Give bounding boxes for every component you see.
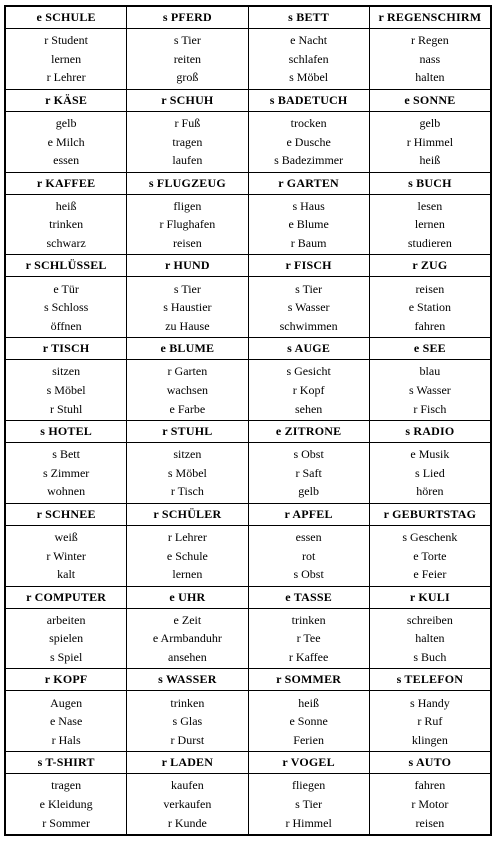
card-title-row xyxy=(6,338,490,360)
card-title: r REGENSCHIRM xyxy=(369,7,490,28)
card-title-row xyxy=(6,255,490,277)
card-word: lernen xyxy=(51,51,82,66)
card-word: halten xyxy=(415,70,445,85)
card-word: s Möbel xyxy=(46,383,86,398)
card-word: s Obst xyxy=(293,567,324,582)
card-word: e Blume xyxy=(288,217,329,232)
card-word: r Hals xyxy=(51,732,81,747)
card-word-list xyxy=(126,360,247,420)
card-words-row xyxy=(6,112,490,172)
card-word: nass xyxy=(419,51,441,66)
card-word: r Winter xyxy=(46,548,86,563)
card-band xyxy=(6,668,490,751)
card-word: r Ruf xyxy=(417,714,443,729)
card-word: spielen xyxy=(49,631,84,646)
card-word: ansehen xyxy=(168,650,207,665)
card-word: tragen xyxy=(51,778,82,793)
card-word: s Haustier xyxy=(163,300,212,315)
card-band xyxy=(6,751,490,834)
card-word-list xyxy=(369,112,490,172)
card-word: kaufen xyxy=(171,778,204,793)
card-word: s Schloss xyxy=(43,300,89,315)
card-word: e Nase xyxy=(49,714,83,729)
card-word: r Tisch xyxy=(170,484,204,499)
card-word-list xyxy=(248,195,369,255)
card-word-list xyxy=(369,609,490,669)
card-word-list xyxy=(126,443,247,503)
card-word-list xyxy=(126,29,247,89)
card-title: r KÄSE xyxy=(45,92,88,107)
card-word-list xyxy=(369,443,490,503)
card-band xyxy=(6,89,490,172)
card-word: r Motor xyxy=(411,797,449,812)
card-word: e Armbanduhr xyxy=(152,631,222,646)
card-title: r COMPUTER xyxy=(26,589,107,604)
card-title: r KOPF xyxy=(44,672,88,687)
card-word: heiß xyxy=(55,198,77,213)
card-word: r Kunde xyxy=(167,815,207,830)
card-title: s BADETUCH xyxy=(248,90,369,111)
card-title-row xyxy=(6,587,490,609)
card-title: r GEBURTSTAG xyxy=(369,504,490,525)
card-word: s Geschenk xyxy=(402,530,458,545)
card-word: lernen xyxy=(172,567,203,582)
card-word: schwarz xyxy=(46,236,86,251)
card-title-row xyxy=(6,421,490,443)
card-word: fligen xyxy=(173,198,202,213)
card-word: r Tee xyxy=(296,631,321,646)
card-word: r Fuß xyxy=(174,116,201,131)
card-word-list xyxy=(6,195,126,255)
card-title-row xyxy=(6,752,490,774)
card-title: r APFEL xyxy=(248,504,369,525)
card-word: lesen xyxy=(417,198,443,213)
card-title: r SCHLÜSSEL xyxy=(25,258,107,273)
card-word: e Musik xyxy=(410,447,450,462)
card-words-row xyxy=(6,195,490,255)
card-word: reiten xyxy=(173,51,202,66)
card-word: r Lehrer xyxy=(167,530,207,545)
card-word-list xyxy=(6,277,126,337)
card-word: blau xyxy=(419,364,441,379)
card-word-list xyxy=(248,526,369,586)
card-word-list xyxy=(248,443,369,503)
card-word: s Möbel xyxy=(167,465,207,480)
card-word: lernen xyxy=(414,217,445,232)
card-words-row xyxy=(6,691,490,751)
card-title: s AUGE xyxy=(248,338,369,359)
card-word: s Wasser xyxy=(408,383,451,398)
card-word: fliegen xyxy=(291,778,326,793)
card-word-list xyxy=(369,360,490,420)
card-title: e UHR xyxy=(126,587,247,608)
card-word-list xyxy=(248,609,369,669)
card-word-list xyxy=(248,774,369,834)
card-band xyxy=(6,254,490,337)
card-words-row xyxy=(6,360,490,420)
card-word: trinken xyxy=(49,217,84,232)
card-word-list xyxy=(6,29,126,89)
card-word: kalt xyxy=(57,567,76,582)
card-word: arbeiten xyxy=(46,612,86,627)
card-word: sitzen xyxy=(173,447,202,462)
card-word-list xyxy=(126,609,247,669)
card-word: trinken xyxy=(291,612,326,627)
card-word: reisen xyxy=(173,236,202,251)
card-word: öffnen xyxy=(50,318,82,333)
card-band xyxy=(6,337,490,420)
card-word: sehen xyxy=(294,401,323,416)
card-word: tragen xyxy=(172,134,203,149)
card-word: s Tier xyxy=(295,281,323,296)
card-title: r HUND xyxy=(126,255,247,276)
card-word: s Obst xyxy=(293,447,324,462)
card-title: r SCHUH xyxy=(126,90,247,111)
card-word: e Zeit xyxy=(173,612,202,627)
card-title: r FISCH xyxy=(248,255,369,276)
card-word: hören xyxy=(416,484,444,499)
card-word: schwimmen xyxy=(279,318,338,333)
card-title: s BUCH xyxy=(369,173,490,194)
card-word-list xyxy=(248,691,369,751)
card-word-list xyxy=(6,691,126,751)
card-title: e SCHULE xyxy=(36,10,96,24)
card-word-list xyxy=(6,526,126,586)
card-word: e Sonne xyxy=(289,714,328,729)
card-word: reisen xyxy=(415,281,445,296)
card-word: r Lehrer xyxy=(46,70,86,85)
card-title: s TELEFON xyxy=(369,669,490,690)
card-title: r STUHL xyxy=(126,421,247,442)
card-word: e Milch xyxy=(47,134,85,149)
card-words-row xyxy=(6,277,490,337)
card-word: gelb xyxy=(55,116,77,131)
card-title: r ZUG xyxy=(369,255,490,276)
card-word: s Glas xyxy=(172,714,203,729)
card-word: s Bett xyxy=(52,447,80,462)
card-word: s Handy xyxy=(410,695,450,710)
card-word-list xyxy=(6,443,126,503)
card-title: r TISCH xyxy=(42,341,90,356)
card-word: r Student xyxy=(44,33,88,48)
card-word-list xyxy=(369,691,490,751)
card-word-list xyxy=(126,112,247,172)
card-word: s Zimmer xyxy=(42,465,90,480)
card-word: essen xyxy=(53,153,80,168)
card-title-row xyxy=(6,669,490,691)
card-word-list xyxy=(6,774,126,834)
card-word: r Flughafen xyxy=(159,217,216,232)
card-word: e Nacht xyxy=(290,33,328,48)
card-word-list xyxy=(369,195,490,255)
card-word: s Haus xyxy=(292,198,325,213)
card-title: s BETT xyxy=(248,7,369,28)
card-word-list xyxy=(369,774,490,834)
card-word: groß xyxy=(176,70,199,85)
card-word: r Himmel xyxy=(406,134,454,149)
card-word: trocken xyxy=(290,116,327,131)
card-word-list xyxy=(126,195,247,255)
card-word: s Wasser xyxy=(287,300,330,315)
card-word: e Kleidung xyxy=(39,797,93,812)
card-word-list xyxy=(248,29,369,89)
card-word: r Kaffee xyxy=(288,650,329,665)
card-word: r Baum xyxy=(290,236,327,251)
card-word: heiß xyxy=(419,153,441,168)
card-word: reisen xyxy=(415,815,445,830)
card-word: schreiben xyxy=(406,612,453,627)
card-words-row xyxy=(6,774,490,834)
card-word: r Stuhl xyxy=(49,401,83,416)
card-band xyxy=(6,7,490,89)
card-word-list xyxy=(248,360,369,420)
card-title: r VOGEL xyxy=(248,752,369,773)
card-word: heiß xyxy=(298,695,319,710)
card-band xyxy=(6,586,490,669)
card-word: r Sommer xyxy=(42,815,90,830)
card-word: s Tier xyxy=(173,281,201,296)
card-word: s Badezimmer xyxy=(274,153,344,168)
card-word: e Dusche xyxy=(286,134,331,149)
card-word-list xyxy=(369,277,490,337)
card-word: weiß xyxy=(54,530,78,545)
card-word: halten xyxy=(415,631,445,646)
card-word: wachsen xyxy=(166,383,209,398)
card-word: e Station xyxy=(408,300,452,315)
card-title-row xyxy=(6,504,490,526)
card-word: r Fisch xyxy=(413,401,447,416)
card-word: s Gesicht xyxy=(286,364,331,379)
card-word: s Spiel xyxy=(49,650,83,665)
card-word-list xyxy=(369,526,490,586)
card-word: schlafen xyxy=(288,51,329,66)
card-band xyxy=(6,503,490,586)
card-word: e Feier xyxy=(413,567,447,582)
card-title: r KULI xyxy=(369,587,490,608)
card-word: r Regen xyxy=(411,33,449,48)
card-word: e Tür xyxy=(53,281,79,296)
card-title: r SOMMER xyxy=(248,669,369,690)
card-title: s RADIO xyxy=(369,421,490,442)
card-word-list xyxy=(6,112,126,172)
card-words-row xyxy=(6,609,490,669)
card-word: e Farbe xyxy=(169,401,206,416)
card-word: r Durst xyxy=(170,732,205,747)
card-word: fahren xyxy=(414,318,446,333)
card-title: r LADEN xyxy=(126,752,247,773)
card-word: s Tier xyxy=(173,33,201,48)
card-title: e TASSE xyxy=(248,587,369,608)
card-word: s Möbel xyxy=(289,70,329,85)
card-word-list xyxy=(248,277,369,337)
card-word-list xyxy=(126,691,247,751)
card-title: s PFERD xyxy=(126,7,247,28)
card-title: e SEE xyxy=(369,338,490,359)
card-words-row xyxy=(6,526,490,586)
card-word: essen xyxy=(295,530,322,545)
card-word: s Buch xyxy=(413,650,447,665)
card-title: s WASSER xyxy=(126,669,247,690)
card-word-list xyxy=(369,29,490,89)
card-word: wohnen xyxy=(47,484,86,499)
card-title-row xyxy=(6,90,490,112)
card-title: e SONNE xyxy=(369,90,490,111)
card-word: gelb xyxy=(419,116,441,131)
card-word-list xyxy=(6,360,126,420)
card-title: s T-SHIRT xyxy=(37,755,95,770)
card-word: sitzen xyxy=(52,364,81,379)
card-title: e BLUME xyxy=(126,338,247,359)
card-word: zu Hause xyxy=(165,318,210,333)
card-word: gelb xyxy=(298,484,319,499)
card-word: r Garten xyxy=(167,364,208,379)
card-word: r Kopf xyxy=(292,383,325,398)
card-word: verkaufen xyxy=(163,797,212,812)
card-title: r KAFFEE xyxy=(36,175,96,190)
card-word-list xyxy=(126,774,247,834)
card-word-list xyxy=(126,526,247,586)
card-word: r Himmel xyxy=(285,815,332,830)
card-word: s Lied xyxy=(415,465,445,480)
card-word: e Torte xyxy=(413,548,447,563)
card-word: fahren xyxy=(414,778,446,793)
card-word-list xyxy=(126,277,247,337)
card-title: r SCHÜLER xyxy=(126,504,247,525)
card-word: rot xyxy=(301,548,316,563)
card-words-row xyxy=(6,29,490,89)
card-title-row xyxy=(6,7,490,29)
card-title: s AUTO xyxy=(369,752,490,773)
card-word: klingen xyxy=(411,732,448,747)
card-title-row xyxy=(6,173,490,195)
card-title: r GARTEN xyxy=(248,173,369,194)
card-band xyxy=(6,172,490,255)
card-word-list xyxy=(6,609,126,669)
card-word: s Tier xyxy=(295,797,323,812)
card-word: e Schule xyxy=(166,548,208,563)
card-band xyxy=(6,420,490,503)
card-word: Ferien xyxy=(293,732,324,747)
card-word: r Saft xyxy=(295,465,322,480)
card-word: studieren xyxy=(407,236,452,251)
card-title: e ZITRONE xyxy=(248,421,369,442)
card-word-list xyxy=(248,112,369,172)
card-word: Augen xyxy=(50,695,83,710)
card-words-row xyxy=(6,443,490,503)
taboo-card-sheet xyxy=(4,5,492,836)
card-word: laufen xyxy=(172,153,203,168)
card-title: s HOTEL xyxy=(40,423,92,438)
card-word: trinken xyxy=(170,695,205,710)
card-title: r SCHNEE xyxy=(36,506,96,521)
card-title: s FLUGZEUG xyxy=(126,173,247,194)
